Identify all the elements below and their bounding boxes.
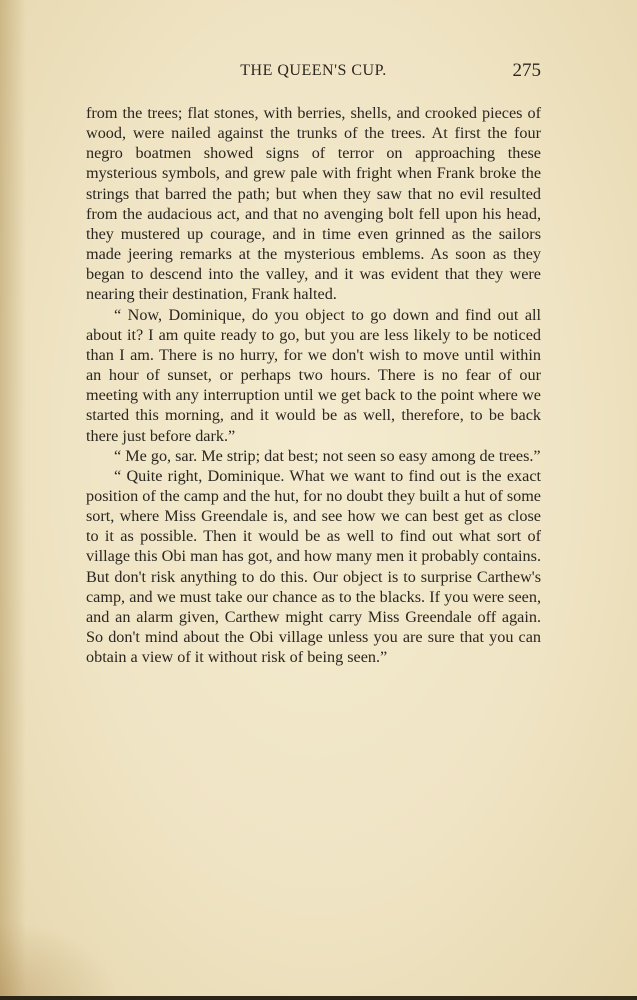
paragraph: “ Quite right, Dominique. What we want to find out is the exact position of the camp and the hut, for no doubt they built a hut of some sort, where Miss Greendale is, and see how we can best get as close to it as possible. Then it would be as well to find out what sort of village this Obi man has got, and how many men it probably contains. But don't risk anything to do this. Our object is to surprise Carthew's camp, and we must take our chance as to the blacks. If you were seen, and an alarm given, Carthew might carry Miss Greendale off again. So don't mind about the Obi village unless you are sure that you can obtain a view of it without risk of being seen.” (86, 466, 541, 667)
body-text (86, 103, 541, 667)
running-title: THE QUEEN'S CUP. (240, 62, 387, 79)
page-header (86, 60, 541, 88)
page-number: 275 (512, 60, 541, 81)
paragraph: “ Me go, sar. Me strip; dat best; not seen so easy among de trees.” (114, 446, 541, 465)
binding-shadow (0, 0, 26, 1000)
paragraph: from the trees; flat stones, with berries, shells, and crooked pieces of wood, were nailed against the trunks of the trees. At first the four negro boatmen showed signs of terror on approaching these mysterious symbols, and grew pale with fright when Frank broke the strings that barred the path; but when they saw that no evil resulted from the audacious act, and that no avenging bolt fell upon his head, they mustered up courage, and in time even grinned as the sailors made jeering remarks at the mysterious emblems. As soon as they began to descend into the valley, and it was evident that they were nearing their destination, Frank halted. (86, 104, 541, 304)
page-bottom-edge (0, 996, 637, 1000)
paper-stain (0, 920, 120, 1000)
paragraph: “ Now, Dominique, do you object to go down and find out all about it? I am quite ready to go, but you are less likely to be noticed than I am. There is no hurry, for we don't wish to move until within an hour of sunset, or perhaps two hours. There is no fear of our meeting with any interruption until we get back to the point where we started this morning, and it would be as well, therefore, to be back there just before dark.” (86, 305, 541, 445)
